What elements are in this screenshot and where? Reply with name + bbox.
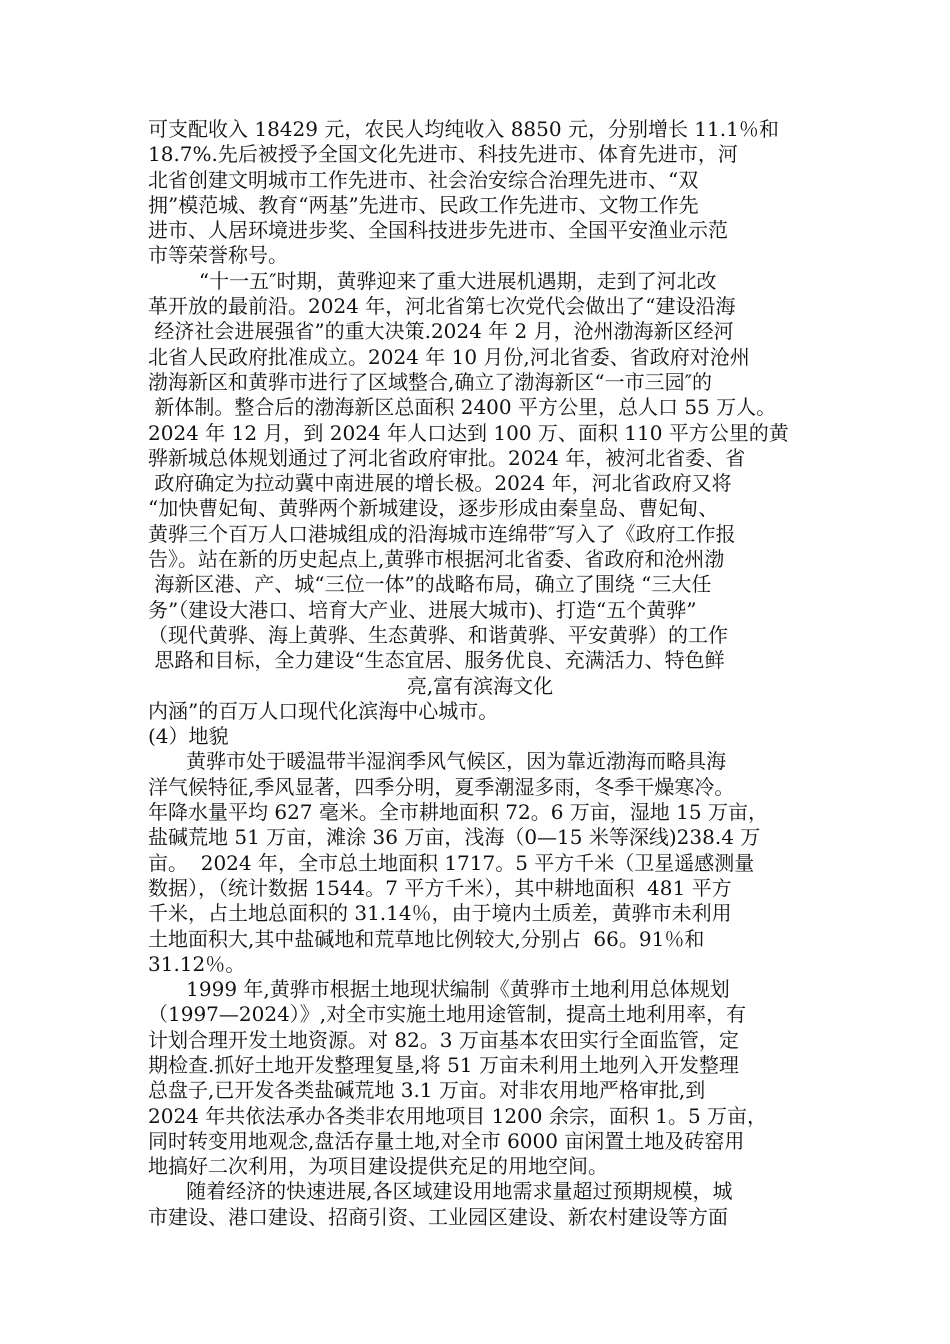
text-line: 政府确定为拉动冀中南进展的增长极。2024 年，河北省政府又将 [148,471,732,496]
text-line: 计划合理开发土地资源。对 82。3 万亩基本农田实行全面监管，定 [148,1027,739,1052]
text-line: 2024 年 12 月，到 2024 年人口达到 100 万、面积 110 平方公里的黄 [148,420,789,445]
text-line: 千米，占土地总面积的 31.14％，由于境内土质差，黄骅市未利用 [148,901,732,926]
text-line: 黄骅三个百万人口港城组成的沿海城市连绵带″写入了《政府工作报 [148,521,736,546]
text-line-centered: 亮,富有滨海文化 [406,673,554,698]
text-line: 北省人民政府批准成立。2024 年 10 月份,河北省委、省政府对沧州 [148,344,750,369]
text-line: 渤海新区和黄骅市进行了区域整合,确立了渤海新区“一市三园″的 [148,369,713,394]
text-line: 随着经济的快速进展,各区域建设用地需求量超过预期规模，城 [148,1179,733,1204]
text-line: 告》。站在新的历史起点上,黄骅市根据河北省委、省政府和沧州渤 [148,547,725,572]
text-line: 思路和目标，全力建设“生态宜居、服务优良、充满活力、特色鲜 [148,648,725,673]
body-text [148,117,812,1230]
text-line: 市建设、港口建设、招商引资、工业园区建设、新农村建设等方面 [148,1204,728,1229]
text-line: 北省创建文明城市工作先进市、社会治安综合治理先进市、“双 [148,167,699,192]
text-line: 革开放的最前沿。2024 年，河北省第七次党代会做出了“建设沿海 [148,294,736,319]
text-line: 经济社会进展强省”的重大决策.2024 年 2 月，沧州渤海新区经河 [148,319,734,344]
text-line: 务”（建设大港口、培育大产业、进展大城市)、打造“五个黄骅” [148,597,697,622]
text-line: 盐碱荒地 51 万亩，滩涂 36 万亩，浅海（0—15 米等深线)238.4 万 [148,825,761,850]
text-line: 骅新城总体规划通过了河北省政府审批。2024 年，被河北省委、省 [148,445,746,470]
text-line: 洋气候特征,季风显著，四季分明，夏季潮湿多雨，冬季干燥寒冷。 [148,774,735,799]
text-line: 亩。 2024 年，全市总土地面积 1717。5 平方千米（卫星遥感测量 [148,850,755,875]
text-line: “加快曹妃甸、黄骅两个新城建设，逐步形成由秦皇岛、曹妃甸、 [148,496,719,521]
text-line: （1997—2024）》,对全市实施土地用途管制，提高土地利用率，有 [148,1002,747,1027]
text-line: 年降水量平均 627 毫米。全市耕地面积 72。6 万亩，湿地 15 万亩， [148,800,768,825]
text-line: 2024 年共依法承办各类非农用地项目 1200 余宗，面积 1。5 万亩， [148,1103,768,1128]
text-line: 期检查.抓好土地开发整理复垦,将 51 万亩未利用土地列入开发整理 [148,1052,739,1077]
text-line: 地搞好二次利用，为项目建设提供充足的用地空间。 [148,1154,608,1179]
text-line: 海新区港、产、城“三位一体”的战略布局，确立了围绕 “三大任 [148,572,712,597]
text-line: 数据），（统计数据 1544。7 平方千米），其中耕地面积 481 平方 [148,875,732,900]
text-line: “十一五″时期，黄骅迎来了重大进展机遇期，走到了河北改 [148,268,717,293]
text-line: 土地面积大,其中盐碱地和荒草地比例较大,分别占 66。91％和 [148,926,705,951]
text-line: 同时转变用地观念,盘活存量土地,对全市 6000 亩闲置土地及砖窑用 [148,1128,745,1153]
text-line: 进市、人居环境进步奖、全国科技进步先进市、全国平安渔业示范 [148,218,728,243]
text-line: 拥”模范城、教育“两基”先进市、民政工作先进市、文物工作先 [148,192,699,217]
text-line: 总盘子,已开发各类盐碱荒地 3.1 万亩。对非农用地严格审批,到 [148,1078,706,1103]
section-heading: (4）地貌 [148,724,229,749]
text-line: （现代黄骅、海上黄骅、生态黄骅、和谐黄骅、平安黄骅）的工作 [148,622,728,647]
text-line: 新体制。整合后的渤海新区总面积 2400 平方公里，总人口 55 万人。 [148,395,777,420]
text-line: 1999 年,黄骅市根据土地现状编制《黄骅市土地利用总体规划 [148,977,730,1002]
text-line: 内涵”的百万人口现代化滨海中心城市。 [148,698,499,723]
text-line: 31.12％。 [148,951,246,976]
text-line: 18.7%.先后被授予全国文化先进市、科技先进市、体育先进市，河 [148,142,738,167]
text-line: 黄骅市处于暖温带半湿润季风气候区，因为靠近渤海而略具海 [148,749,727,774]
text-line: 市等荣誉称号。 [148,243,288,268]
text-line: 可支配收入 18429 元，农民人均纯收入 8850 元，分别增长 11.1％和 [148,117,779,141]
